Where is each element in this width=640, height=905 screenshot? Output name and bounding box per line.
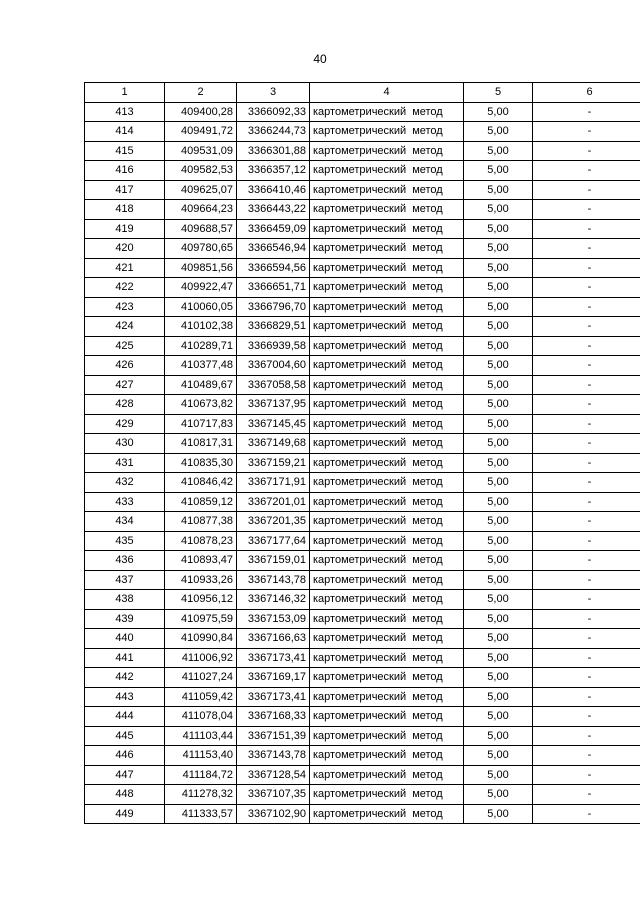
method-cell: картометрический метод bbox=[310, 726, 464, 746]
y-coordinate-cell: 3367146,32 bbox=[237, 590, 310, 610]
header-col-2: 2 bbox=[165, 83, 237, 103]
method-cell: картометрический метод bbox=[310, 356, 464, 376]
accuracy-cell: 5,00 bbox=[464, 297, 533, 317]
note-cell: - bbox=[533, 180, 640, 200]
note-cell: - bbox=[533, 570, 640, 590]
x-coordinate-cell: 410975,59 bbox=[165, 609, 237, 629]
note-cell: - bbox=[533, 297, 640, 317]
accuracy-cell: 5,00 bbox=[464, 531, 533, 551]
x-coordinate-cell: 410877,38 bbox=[165, 512, 237, 532]
table-row bbox=[85, 492, 640, 512]
y-coordinate-cell: 3366357,12 bbox=[237, 161, 310, 181]
y-coordinate-cell: 3367173,41 bbox=[237, 648, 310, 668]
point-number-cell: 425 bbox=[85, 336, 165, 356]
y-coordinate-cell: 3366796,70 bbox=[237, 297, 310, 317]
y-coordinate-cell: 3366410,46 bbox=[237, 180, 310, 200]
point-number-cell: 449 bbox=[85, 804, 165, 824]
method-cell: картометрический метод bbox=[310, 278, 464, 298]
table-row bbox=[85, 336, 640, 356]
accuracy-cell: 5,00 bbox=[464, 278, 533, 298]
x-coordinate-cell: 409780,65 bbox=[165, 239, 237, 259]
header-row bbox=[85, 83, 640, 103]
note-cell: - bbox=[533, 122, 640, 142]
point-number-cell: 446 bbox=[85, 746, 165, 766]
point-number-cell: 441 bbox=[85, 648, 165, 668]
point-number-cell: 434 bbox=[85, 512, 165, 532]
table-row bbox=[85, 804, 640, 824]
y-coordinate-cell: 3366594,56 bbox=[237, 258, 310, 278]
note-cell: - bbox=[533, 551, 640, 571]
method-cell: картометрический метод bbox=[310, 629, 464, 649]
point-number-cell: 432 bbox=[85, 473, 165, 493]
table-row bbox=[85, 570, 640, 590]
accuracy-cell: 5,00 bbox=[464, 180, 533, 200]
method-cell: картометрический метод bbox=[310, 161, 464, 181]
table-row bbox=[85, 629, 640, 649]
method-cell: картометрический метод bbox=[310, 239, 464, 259]
table-body bbox=[85, 102, 640, 824]
note-cell: - bbox=[533, 648, 640, 668]
note-cell: - bbox=[533, 668, 640, 688]
note-cell: - bbox=[533, 434, 640, 454]
accuracy-cell: 5,00 bbox=[464, 785, 533, 805]
table-row bbox=[85, 180, 640, 200]
method-cell: картометрический метод bbox=[310, 785, 464, 805]
x-coordinate-cell: 411103,44 bbox=[165, 726, 237, 746]
point-number-cell: 438 bbox=[85, 590, 165, 610]
y-coordinate-cell: 3367058,58 bbox=[237, 375, 310, 395]
table-row bbox=[85, 434, 640, 454]
x-coordinate-cell: 410859,12 bbox=[165, 492, 237, 512]
y-coordinate-cell: 3366301,88 bbox=[237, 141, 310, 161]
y-coordinate-cell: 3366459,09 bbox=[237, 219, 310, 239]
point-number-cell: 442 bbox=[85, 668, 165, 688]
accuracy-cell: 5,00 bbox=[464, 414, 533, 434]
y-coordinate-cell: 3367143,78 bbox=[237, 570, 310, 590]
method-cell: картометрический метод bbox=[310, 219, 464, 239]
point-number-cell: 420 bbox=[85, 239, 165, 259]
method-cell: картометрический метод bbox=[310, 590, 464, 610]
accuracy-cell: 5,00 bbox=[464, 570, 533, 590]
table-row bbox=[85, 122, 640, 142]
method-cell: картометрический метод bbox=[310, 317, 464, 337]
table-row bbox=[85, 551, 640, 571]
table-row bbox=[85, 609, 640, 629]
method-cell: картометрический метод bbox=[310, 453, 464, 473]
method-cell: картометрический метод bbox=[310, 707, 464, 727]
x-coordinate-cell: 410846,42 bbox=[165, 473, 237, 493]
method-cell: картометрический метод bbox=[310, 434, 464, 454]
y-coordinate-cell: 3367177,64 bbox=[237, 531, 310, 551]
accuracy-cell: 5,00 bbox=[464, 336, 533, 356]
point-number-cell: 435 bbox=[85, 531, 165, 551]
table-row bbox=[85, 219, 640, 239]
accuracy-cell: 5,00 bbox=[464, 122, 533, 142]
accuracy-cell: 5,00 bbox=[464, 492, 533, 512]
method-cell: картометрический метод bbox=[310, 180, 464, 200]
x-coordinate-cell: 410893,47 bbox=[165, 551, 237, 571]
accuracy-cell: 5,00 bbox=[464, 434, 533, 454]
note-cell: - bbox=[533, 453, 640, 473]
x-coordinate-cell: 410933,26 bbox=[165, 570, 237, 590]
x-coordinate-cell: 410060,05 bbox=[165, 297, 237, 317]
table-row bbox=[85, 746, 640, 766]
point-number-cell: 426 bbox=[85, 356, 165, 376]
header-col-1: 1 bbox=[85, 83, 165, 103]
note-cell: - bbox=[533, 726, 640, 746]
x-coordinate-cell: 410377,48 bbox=[165, 356, 237, 376]
table-row bbox=[85, 668, 640, 688]
point-number-cell: 417 bbox=[85, 180, 165, 200]
header-col-4: 4 bbox=[310, 83, 464, 103]
y-coordinate-cell: 3367159,01 bbox=[237, 551, 310, 571]
accuracy-cell: 5,00 bbox=[464, 668, 533, 688]
note-cell: - bbox=[533, 414, 640, 434]
y-coordinate-cell: 3366443,22 bbox=[237, 200, 310, 220]
coordinates-table bbox=[84, 82, 640, 824]
table-row bbox=[85, 395, 640, 415]
table-row bbox=[85, 707, 640, 727]
note-cell: - bbox=[533, 804, 640, 824]
table-row bbox=[85, 141, 640, 161]
method-cell: картометрический метод bbox=[310, 804, 464, 824]
note-cell: - bbox=[533, 609, 640, 629]
header-col-6: 6 bbox=[533, 83, 640, 103]
note-cell: - bbox=[533, 317, 640, 337]
point-number-cell: 437 bbox=[85, 570, 165, 590]
y-coordinate-cell: 3367149,68 bbox=[237, 434, 310, 454]
method-cell: картометрический метод bbox=[310, 200, 464, 220]
note-cell: - bbox=[533, 278, 640, 298]
table-row bbox=[85, 356, 640, 376]
table-row bbox=[85, 375, 640, 395]
x-coordinate-cell: 411153,40 bbox=[165, 746, 237, 766]
accuracy-cell: 5,00 bbox=[464, 765, 533, 785]
method-cell: картометрический метод bbox=[310, 570, 464, 590]
method-cell: картометрический метод bbox=[310, 473, 464, 493]
table-row bbox=[85, 161, 640, 181]
accuracy-cell: 5,00 bbox=[464, 707, 533, 727]
header-col-5: 5 bbox=[464, 83, 533, 103]
note-cell: - bbox=[533, 629, 640, 649]
y-coordinate-cell: 3367143,78 bbox=[237, 746, 310, 766]
x-coordinate-cell: 411184,72 bbox=[165, 765, 237, 785]
table-row bbox=[85, 414, 640, 434]
note-cell: - bbox=[533, 531, 640, 551]
x-coordinate-cell: 409664,23 bbox=[165, 200, 237, 220]
note-cell: - bbox=[533, 785, 640, 805]
y-coordinate-cell: 3367137,95 bbox=[237, 395, 310, 415]
accuracy-cell: 5,00 bbox=[464, 258, 533, 278]
note-cell: - bbox=[533, 356, 640, 376]
method-cell: картометрический метод bbox=[310, 122, 464, 142]
table-row bbox=[85, 726, 640, 746]
x-coordinate-cell: 411333,57 bbox=[165, 804, 237, 824]
x-coordinate-cell: 410673,82 bbox=[165, 395, 237, 415]
x-coordinate-cell: 411059,42 bbox=[165, 687, 237, 707]
method-cell: картометрический метод bbox=[310, 102, 464, 122]
y-coordinate-cell: 3367201,01 bbox=[237, 492, 310, 512]
note-cell: - bbox=[533, 161, 640, 181]
note-cell: - bbox=[533, 492, 640, 512]
note-cell: - bbox=[533, 336, 640, 356]
accuracy-cell: 5,00 bbox=[464, 453, 533, 473]
table-row bbox=[85, 687, 640, 707]
point-number-cell: 424 bbox=[85, 317, 165, 337]
point-number-cell: 430 bbox=[85, 434, 165, 454]
method-cell: картометрический метод bbox=[310, 141, 464, 161]
method-cell: картометрический метод bbox=[310, 687, 464, 707]
point-number-cell: 440 bbox=[85, 629, 165, 649]
accuracy-cell: 5,00 bbox=[464, 746, 533, 766]
note-cell: - bbox=[533, 141, 640, 161]
accuracy-cell: 5,00 bbox=[464, 648, 533, 668]
point-number-cell: 439 bbox=[85, 609, 165, 629]
accuracy-cell: 5,00 bbox=[464, 609, 533, 629]
method-cell: картометрический метод bbox=[310, 609, 464, 629]
y-coordinate-cell: 3367201,35 bbox=[237, 512, 310, 532]
table-row bbox=[85, 200, 640, 220]
note-cell: - bbox=[533, 590, 640, 610]
note-cell: - bbox=[533, 707, 640, 727]
table-row bbox=[85, 590, 640, 610]
method-cell: картометрический метод bbox=[310, 648, 464, 668]
point-number-cell: 443 bbox=[85, 687, 165, 707]
accuracy-cell: 5,00 bbox=[464, 102, 533, 122]
y-coordinate-cell: 3367145,45 bbox=[237, 414, 310, 434]
accuracy-cell: 5,00 bbox=[464, 629, 533, 649]
table-row bbox=[85, 531, 640, 551]
note-cell: - bbox=[533, 375, 640, 395]
x-coordinate-cell: 409491,72 bbox=[165, 122, 237, 142]
method-cell: картометрический метод bbox=[310, 492, 464, 512]
x-coordinate-cell: 410289,71 bbox=[165, 336, 237, 356]
method-cell: картометрический метод bbox=[310, 375, 464, 395]
table-row bbox=[85, 765, 640, 785]
note-cell: - bbox=[533, 687, 640, 707]
table-row bbox=[85, 317, 640, 337]
x-coordinate-cell: 411027,24 bbox=[165, 668, 237, 688]
y-coordinate-cell: 3367171,91 bbox=[237, 473, 310, 493]
accuracy-cell: 5,00 bbox=[464, 219, 533, 239]
point-number-cell: 429 bbox=[85, 414, 165, 434]
y-coordinate-cell: 3366244,73 bbox=[237, 122, 310, 142]
x-coordinate-cell: 410717,83 bbox=[165, 414, 237, 434]
accuracy-cell: 5,00 bbox=[464, 239, 533, 259]
x-coordinate-cell: 410878,23 bbox=[165, 531, 237, 551]
table-row bbox=[85, 453, 640, 473]
x-coordinate-cell: 409625,07 bbox=[165, 180, 237, 200]
header-col-3: 3 bbox=[237, 83, 310, 103]
table-row bbox=[85, 278, 640, 298]
accuracy-cell: 5,00 bbox=[464, 726, 533, 746]
point-number-cell: 415 bbox=[85, 141, 165, 161]
note-cell: - bbox=[533, 473, 640, 493]
accuracy-cell: 5,00 bbox=[464, 804, 533, 824]
page-number: 40 bbox=[313, 52, 327, 66]
x-coordinate-cell: 410489,67 bbox=[165, 375, 237, 395]
note-cell: - bbox=[533, 765, 640, 785]
method-cell: картометрический метод bbox=[310, 395, 464, 415]
x-coordinate-cell: 411078,04 bbox=[165, 707, 237, 727]
accuracy-cell: 5,00 bbox=[464, 141, 533, 161]
accuracy-cell: 5,00 bbox=[464, 375, 533, 395]
table-row bbox=[85, 239, 640, 259]
point-number-cell: 418 bbox=[85, 200, 165, 220]
accuracy-cell: 5,00 bbox=[464, 317, 533, 337]
x-coordinate-cell: 409851,56 bbox=[165, 258, 237, 278]
point-number-cell: 413 bbox=[85, 102, 165, 122]
table-row bbox=[85, 473, 640, 493]
method-cell: картометрический метод bbox=[310, 765, 464, 785]
method-cell: картометрический метод bbox=[310, 336, 464, 356]
point-number-cell: 419 bbox=[85, 219, 165, 239]
y-coordinate-cell: 3367159,21 bbox=[237, 453, 310, 473]
point-number-cell: 427 bbox=[85, 375, 165, 395]
x-coordinate-cell: 410956,12 bbox=[165, 590, 237, 610]
accuracy-cell: 5,00 bbox=[464, 551, 533, 571]
accuracy-cell: 5,00 bbox=[464, 395, 533, 415]
y-coordinate-cell: 3366939,58 bbox=[237, 336, 310, 356]
point-number-cell: 433 bbox=[85, 492, 165, 512]
point-number-cell: 414 bbox=[85, 122, 165, 142]
y-coordinate-cell: 3367166,63 bbox=[237, 629, 310, 649]
y-coordinate-cell: 3366092,33 bbox=[237, 102, 310, 122]
accuracy-cell: 5,00 bbox=[464, 512, 533, 532]
y-coordinate-cell: 3367107,35 bbox=[237, 785, 310, 805]
point-number-cell: 445 bbox=[85, 726, 165, 746]
y-coordinate-cell: 3366546,94 bbox=[237, 239, 310, 259]
x-coordinate-cell: 409688,57 bbox=[165, 219, 237, 239]
y-coordinate-cell: 3367151,39 bbox=[237, 726, 310, 746]
note-cell: - bbox=[533, 512, 640, 532]
x-coordinate-cell: 410102,38 bbox=[165, 317, 237, 337]
note-cell: - bbox=[533, 200, 640, 220]
accuracy-cell: 5,00 bbox=[464, 200, 533, 220]
table-row bbox=[85, 512, 640, 532]
method-cell: картометрический метод bbox=[310, 512, 464, 532]
point-number-cell: 416 bbox=[85, 161, 165, 181]
y-coordinate-cell: 3367128,54 bbox=[237, 765, 310, 785]
x-coordinate-cell: 411278,32 bbox=[165, 785, 237, 805]
x-coordinate-cell: 410817,31 bbox=[165, 434, 237, 454]
y-coordinate-cell: 3367173,41 bbox=[237, 687, 310, 707]
point-number-cell: 428 bbox=[85, 395, 165, 415]
table-header bbox=[85, 83, 640, 103]
method-cell: картометрический метод bbox=[310, 414, 464, 434]
x-coordinate-cell: 409582,53 bbox=[165, 161, 237, 181]
method-cell: картометрический метод bbox=[310, 258, 464, 278]
point-number-cell: 423 bbox=[85, 297, 165, 317]
y-coordinate-cell: 3366829,51 bbox=[237, 317, 310, 337]
x-coordinate-cell: 410990,84 bbox=[165, 629, 237, 649]
point-number-cell: 448 bbox=[85, 785, 165, 805]
point-number-cell: 422 bbox=[85, 278, 165, 298]
table-row bbox=[85, 258, 640, 278]
accuracy-cell: 5,00 bbox=[464, 161, 533, 181]
note-cell: - bbox=[533, 219, 640, 239]
method-cell: картометрический метод bbox=[310, 531, 464, 551]
x-coordinate-cell: 409531,09 bbox=[165, 141, 237, 161]
method-cell: картометрический метод bbox=[310, 551, 464, 571]
point-number-cell: 436 bbox=[85, 551, 165, 571]
note-cell: - bbox=[533, 102, 640, 122]
point-number-cell: 447 bbox=[85, 765, 165, 785]
point-number-cell: 431 bbox=[85, 453, 165, 473]
point-number-cell: 421 bbox=[85, 258, 165, 278]
accuracy-cell: 5,00 bbox=[464, 356, 533, 376]
note-cell: - bbox=[533, 746, 640, 766]
x-coordinate-cell: 411006,92 bbox=[165, 648, 237, 668]
method-cell: картометрический метод bbox=[310, 668, 464, 688]
point-number-cell: 444 bbox=[85, 707, 165, 727]
x-coordinate-cell: 409400,28 bbox=[165, 102, 237, 122]
note-cell: - bbox=[533, 395, 640, 415]
table-row bbox=[85, 785, 640, 805]
y-coordinate-cell: 3367153,09 bbox=[237, 609, 310, 629]
y-coordinate-cell: 3367102,90 bbox=[237, 804, 310, 824]
method-cell: картометрический метод bbox=[310, 297, 464, 317]
x-coordinate-cell: 409922,47 bbox=[165, 278, 237, 298]
accuracy-cell: 5,00 bbox=[464, 473, 533, 493]
y-coordinate-cell: 3366651,71 bbox=[237, 278, 310, 298]
method-cell: картометрический метод bbox=[310, 746, 464, 766]
table-row bbox=[85, 648, 640, 668]
y-coordinate-cell: 3367168,33 bbox=[237, 707, 310, 727]
note-cell: - bbox=[533, 239, 640, 259]
accuracy-cell: 5,00 bbox=[464, 590, 533, 610]
accuracy-cell: 5,00 bbox=[464, 687, 533, 707]
note-cell: - bbox=[533, 258, 640, 278]
x-coordinate-cell: 410835,30 bbox=[165, 453, 237, 473]
table-row bbox=[85, 297, 640, 317]
y-coordinate-cell: 3367169,17 bbox=[237, 668, 310, 688]
table-row bbox=[85, 102, 640, 122]
y-coordinate-cell: 3367004,60 bbox=[237, 356, 310, 376]
